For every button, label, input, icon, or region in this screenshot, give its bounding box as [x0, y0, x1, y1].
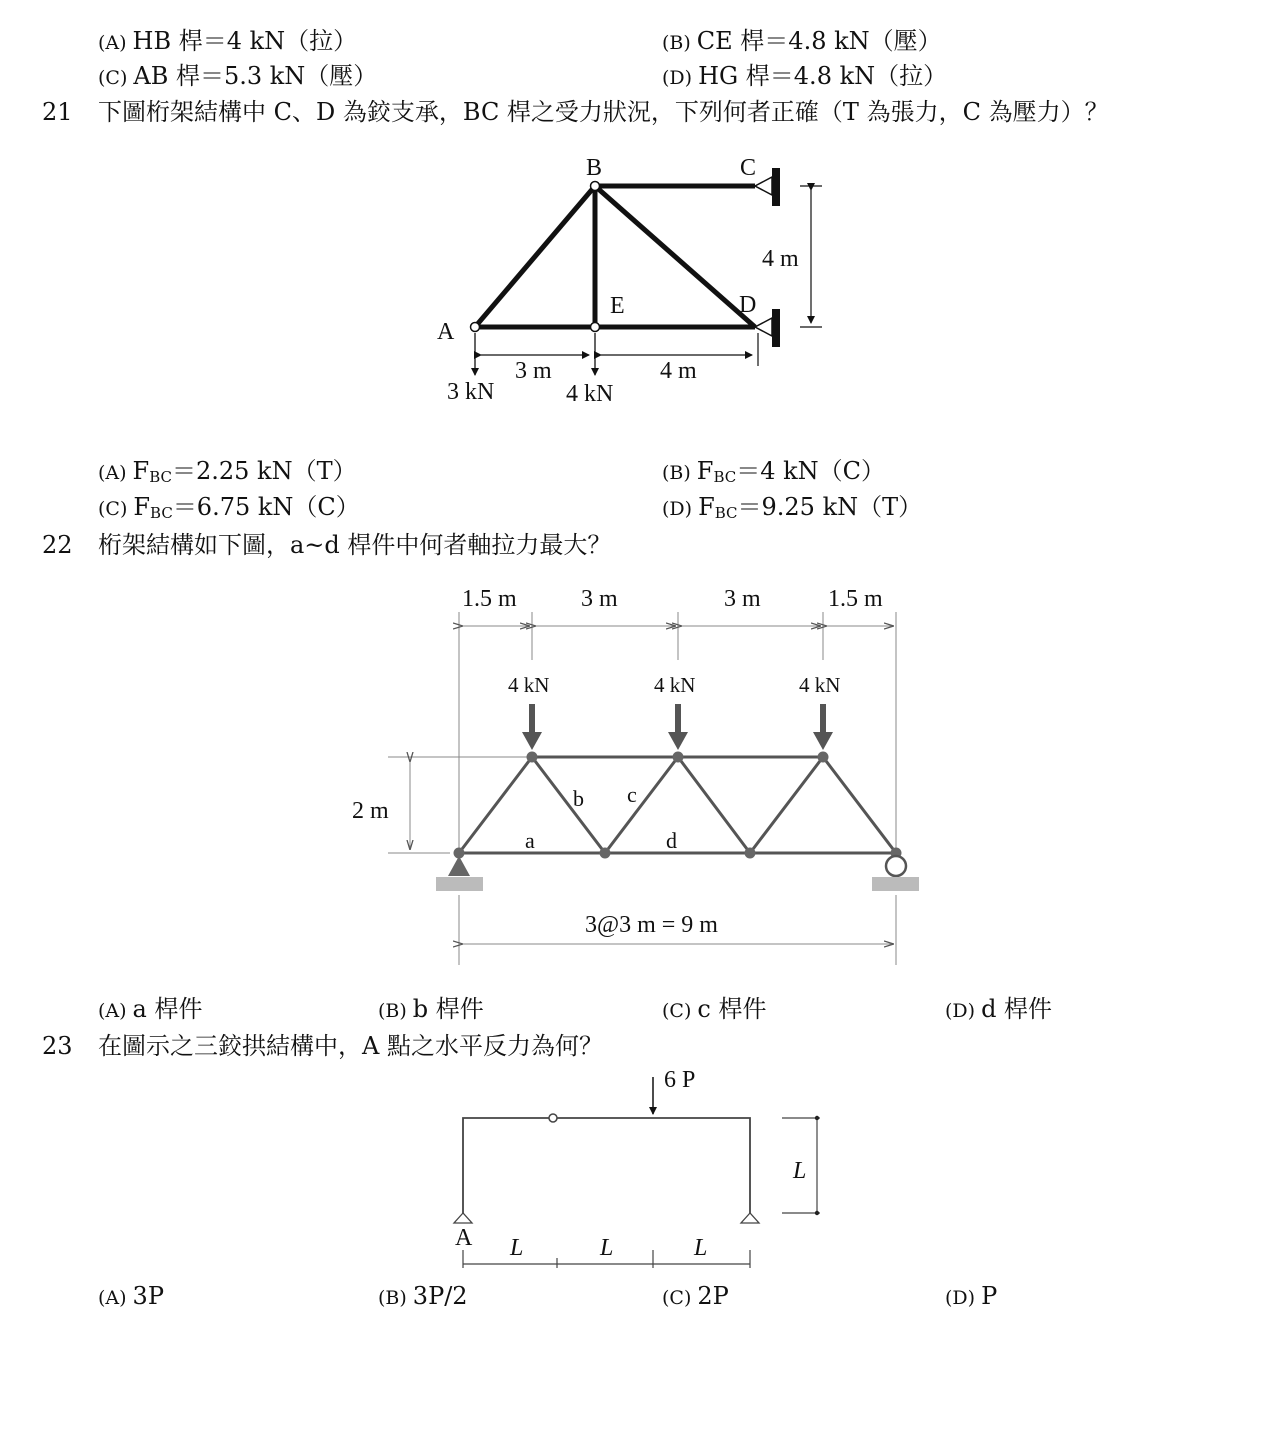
q23-option-a: (A) 3P [98, 1282, 164, 1310]
q22-number: 22 [42, 531, 73, 559]
q20-option-c: (C) AB 桿＝5.3 kN（壓） [98, 62, 378, 90]
q21-dim-vertical-label: 4 m [762, 246, 799, 272]
q22-text: 桁架結構如下圖，a~d 桿件中何者軸拉力最大？ [98, 531, 612, 559]
q23-frame-figure [454, 1067, 820, 1268]
q23-height-label: L [793, 1158, 807, 1184]
q23-option-b: (B) 3P/2 [378, 1282, 468, 1310]
q22-member-d-label: d [666, 828, 677, 853]
q21-joint-a [471, 323, 480, 332]
q20-option-b: (B) CE 桿＝4.8 kN（壓） [662, 27, 942, 55]
q21-number: 21 [42, 98, 73, 126]
q23-span-label-1: L [510, 1235, 524, 1261]
q22-height-label: 2 m [352, 798, 389, 824]
q23-number: 23 [42, 1032, 73, 1060]
q22-option-c: (C) c 桿件 [662, 995, 767, 1023]
q22-option-b: (B) b 桿件 [378, 995, 484, 1023]
q21-support-d [755, 309, 780, 347]
q23-node-a-label: A [455, 1225, 473, 1251]
q20-option-a: (A) HB 桿＝4 kN（拉） [98, 27, 358, 55]
q22-load-label-3: 4 kN [799, 673, 841, 697]
q22-support-roller [872, 856, 919, 891]
q22-member-b-label: b [573, 786, 584, 811]
q21-support-c [755, 168, 780, 206]
q22-option-a: (A) a 桿件 [98, 995, 203, 1023]
q22-load-arrows [522, 704, 833, 750]
q22-dim-label-1: 1.5 m [462, 586, 517, 612]
q21-load-a-label: 3 kN [447, 379, 495, 405]
q23-support-a [454, 1213, 472, 1223]
q22-dim-height [388, 757, 532, 853]
q22-member-c-label: c [627, 782, 637, 807]
q22-dim-label-4: 1.5 m [828, 586, 883, 612]
q23-frame [463, 1118, 750, 1213]
q23-span-label-2: L [600, 1235, 614, 1261]
q22-member-a-label: a [525, 828, 535, 853]
q22-load-label-2: 4 kN [654, 673, 696, 697]
q22-truss-figure [352, 586, 919, 965]
q23-support-b [741, 1213, 759, 1223]
q23-load-label: 6 P [664, 1067, 696, 1093]
q23-option-d: (D) P [945, 1282, 998, 1310]
q22-dim-label-3: 3 m [724, 586, 761, 612]
q21-node-d-label: D [739, 292, 757, 318]
q21-node-a-label: A [437, 319, 455, 345]
q21-load-e-label: 4 kN [566, 381, 614, 407]
q21-node-b-label: B [586, 155, 603, 181]
q21-option-a: (A) $F_{BC}=2.25$ kN（T） [98, 457, 357, 486]
q23-option-c: (C) 2P [662, 1282, 729, 1310]
q21-joint-b [591, 182, 600, 191]
q21-option-d: (D) $F_{BC}=9.25$ kN（T） [662, 493, 923, 522]
q21-dim-right-label: 4 m [660, 358, 697, 384]
q22-joints [454, 752, 902, 859]
q21-option-b: (B) $F_{BC}=4$ kN（C） [662, 457, 886, 486]
q22-span-label: 3@3 m = 9 m [585, 912, 718, 938]
q21-text: 下圖桁架結構中 C、D 為鉸支承，BC 桿之受力狀況，下列何者正確（T 為張力，C 為壓力）？ [98, 98, 1109, 126]
q21-dim-left-label: 3 m [515, 358, 552, 384]
q22-dim-label-2: 3 m [581, 586, 618, 612]
q23-internal-hinge [549, 1114, 557, 1122]
q22-load-label-1: 4 kN [508, 673, 550, 697]
q23-text: 在圖示之三鉸拱結構中，A 點之水平反力為何？ [98, 1032, 603, 1060]
q21-node-c-label: C [740, 155, 757, 181]
q20-option-d: (D) HG 桿＝4.8 kN（拉） [662, 62, 948, 90]
q22-support-pin [436, 856, 483, 891]
q21-node-e-label: E [610, 293, 625, 319]
q21-truss-figure [437, 155, 822, 407]
q21-joint-e [591, 323, 600, 332]
q23-span-label-3: L [694, 1235, 708, 1261]
q21-option-c: (C) $F_{BC}=6.75$ kN（C） [98, 493, 360, 522]
q21-dim-vertical [800, 186, 822, 327]
q22-option-d: (D) d 桿件 [945, 995, 1053, 1023]
